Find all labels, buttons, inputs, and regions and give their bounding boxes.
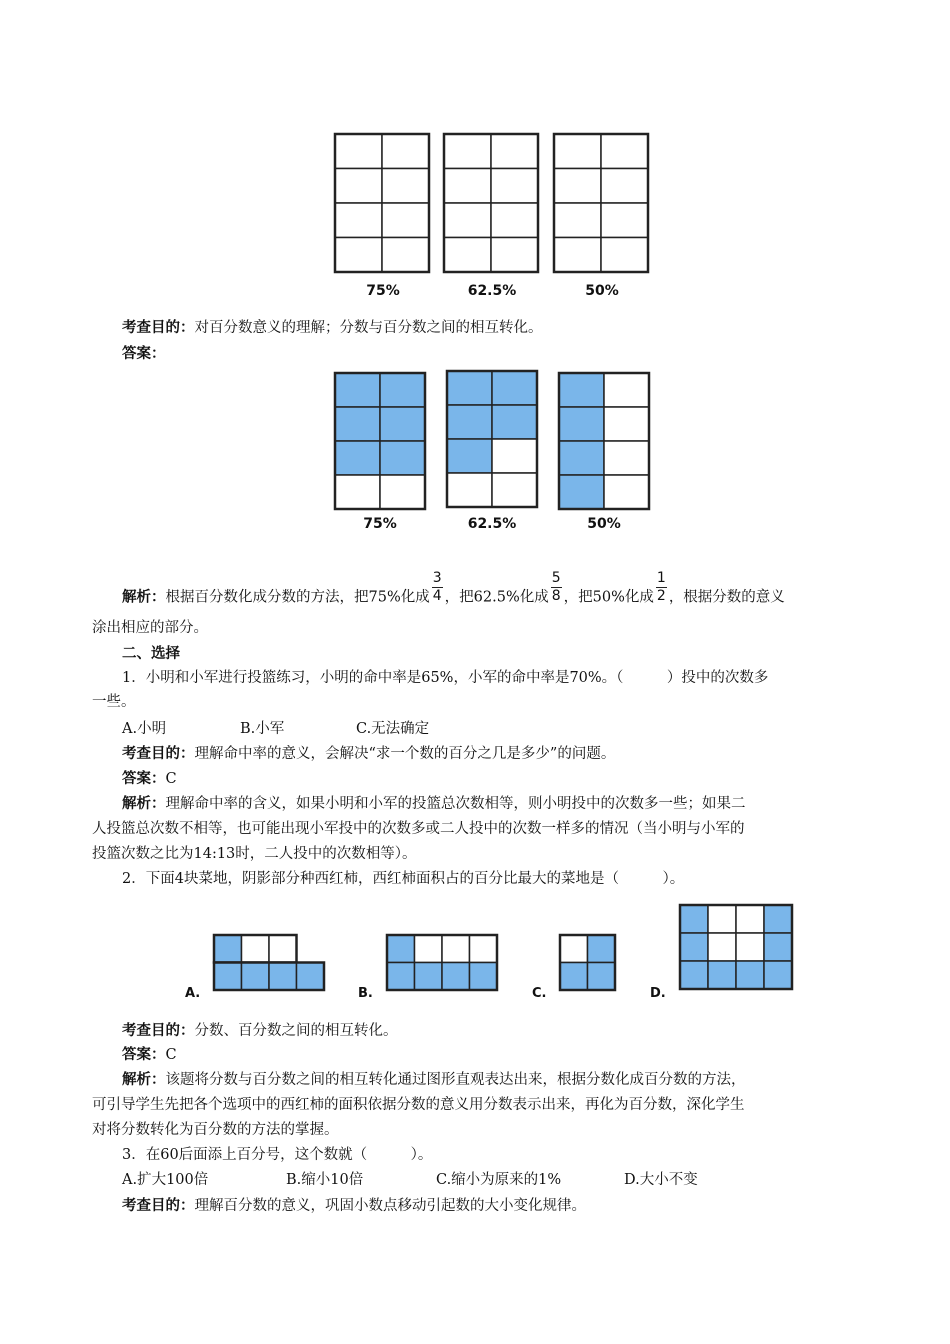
question-grid-62-5-cell <box>444 134 491 169</box>
answer-grid-62-5-cell <box>447 473 492 507</box>
answer-label: 答案： <box>122 1046 166 1063</box>
answer-value: C <box>165 771 177 787</box>
analysis-text: ，把62.5%化成 <box>444 589 549 606</box>
question-caption-75: 75% <box>366 283 400 299</box>
answer-grid-62-5-cell <box>447 405 492 439</box>
answer-grid-62-5-cell <box>492 371 537 405</box>
analysis-text: ，根据分数的意义 <box>668 589 785 606</box>
question-grid-50-cell <box>554 169 601 204</box>
option-b-cell <box>442 935 470 963</box>
answer-grid-75-cell <box>335 407 380 441</box>
q1-option-b: B.小军 <box>240 721 285 737</box>
answer-grid-50-cell <box>559 373 604 407</box>
question-grid-62-5-cell <box>491 134 538 169</box>
q1-option-a: A.小明 <box>122 721 167 737</box>
answer-grid-62-5-cell <box>492 439 537 473</box>
question-grid-50-cell <box>554 134 601 169</box>
analysis-label: 解析： <box>122 588 166 606</box>
answer-grid-50-cell <box>604 407 649 441</box>
q2-analysis-2: 可引导学生先把各个选项中的西红柿的面积依据分数的意义用分数表示出来，再化为百分数，深化学生 <box>92 1097 745 1113</box>
option-d-cell <box>736 961 764 989</box>
q2-text: 2．下面4块菜地，阴影部分种西红柿，西红柿面积占的百分比最大的菜地是（ ）。 <box>122 871 685 887</box>
question-grid-62-5-cell <box>444 169 491 204</box>
option-d-cell <box>708 961 736 989</box>
question-grid-75-cell <box>382 134 429 169</box>
q3-text: 3．在60后面添上百分号，这个数就（ ）。 <box>122 1147 433 1163</box>
purpose-label: 考查目的： <box>122 319 195 336</box>
q1-answer <box>122 769 177 789</box>
q2-option-label-c: C. <box>532 986 547 1001</box>
q1-analysis-2: 人投篮总次数不相等，也可能出现小军投中的次数多或二人投中的次数一样多的情况（当小明与小军的 <box>92 821 745 837</box>
purpose-label: 考查目的： <box>122 745 195 762</box>
answer-grid-75-cell <box>380 373 425 407</box>
question-grid-75-cell <box>335 238 382 273</box>
analysis-line-fill-2: 涂出相应的部分。 <box>92 620 208 636</box>
question-grid-62-5-cell <box>444 238 491 273</box>
q2-purpose <box>122 1021 398 1041</box>
question-grid-50-cell <box>554 203 601 238</box>
answer-grid-62-5-cell <box>447 371 492 405</box>
q1-text: 1．小明和小军进行投篮练习，小明的命中率是65%，小军的命中率是70%。（ ）投中的次数多 <box>122 670 769 686</box>
purpose-line-fill <box>122 318 543 338</box>
answer-grid-50-cell <box>604 475 649 509</box>
q2-option-label-d: D. <box>650 986 666 1001</box>
fraction-3-4: $\frac{3}{4}$ <box>432 570 442 604</box>
purpose-text: 理解百分数的意义，巩固小数点移动引起数的大小变化规律。 <box>194 1198 586 1214</box>
question-grid-50-cell <box>554 238 601 273</box>
question-grid-62-5-cell <box>444 203 491 238</box>
answer-line-fill <box>122 344 166 364</box>
answer-label: 答案： <box>122 770 166 787</box>
q3-option-a: A.扩大100倍 <box>122 1172 209 1188</box>
option-d-cell <box>736 905 764 933</box>
option-b-cell <box>470 935 498 963</box>
option-a-top-cell <box>242 935 270 963</box>
question-grid-75-cell <box>382 238 429 273</box>
option-a-top-cell <box>269 935 297 963</box>
question-grid-62-5-cell <box>491 203 538 238</box>
question-grid-50-cell <box>601 203 648 238</box>
option-b-cell <box>415 963 443 991</box>
question-grid-75-cell <box>382 169 429 204</box>
q3-purpose <box>122 1196 586 1216</box>
q3-option-b: B.缩小10倍 <box>286 1172 364 1188</box>
purpose-text: 理解命中率的意义，会解决“求一个数的百分之几是多少”的问题。 <box>194 746 616 762</box>
answer-value: C <box>165 1047 177 1063</box>
q1-options <box>122 719 429 739</box>
analysis-label: 解析： <box>122 795 166 812</box>
option-d-cell <box>708 905 736 933</box>
q1-analysis-3: 投篮次数之比为14:13时，二人投中的次数相等）。 <box>92 846 417 862</box>
answer-grid-50-cell <box>559 475 604 509</box>
analysis-text: 该题将分数与百分数之间的相互转化通过图形直观表达出来，根据分数化成百分数的方法， <box>165 1072 746 1088</box>
question-grid-75-cell <box>335 134 382 169</box>
answer-grid-62-5-cell <box>492 405 537 439</box>
option-d-cell <box>764 905 792 933</box>
question-grid-75-cell <box>382 203 429 238</box>
purpose-text: 对百分数意义的理解；分数与百分数之间的相互转化。 <box>194 320 543 336</box>
question-grid-62-5-cell <box>491 238 538 273</box>
option-c-cell <box>560 935 588 963</box>
option-a-bottom-cell <box>297 963 325 991</box>
answer-grid-50-cell <box>604 441 649 475</box>
option-a-bottom-cell <box>269 963 297 991</box>
option-b-cell <box>442 963 470 991</box>
option-b-cell <box>387 935 415 963</box>
option-d-cell <box>680 961 708 989</box>
section-title: 二、选择 <box>122 645 180 662</box>
q2-analysis <box>122 1070 746 1090</box>
option-a-bottom-cell <box>214 963 242 991</box>
option-b-cell <box>387 963 415 991</box>
option-b-cell <box>415 935 443 963</box>
analysis-text: 理解命中率的含义，如果小明和小军的投篮总次数相等，则小明投中的次数多一些；如果二 <box>165 796 746 812</box>
q3-option-d: D.大小不变 <box>624 1172 698 1188</box>
option-d-cell <box>764 933 792 961</box>
q1-option-c: C.无法确定 <box>356 721 430 737</box>
fraction-1-2: $\frac{1}{2}$ <box>656 570 666 604</box>
option-c-cell <box>560 963 588 991</box>
answer-caption-62-5: 62.5% <box>467 516 517 532</box>
answer-grid-75-cell <box>335 373 380 407</box>
purpose-label: 考查目的： <box>122 1022 195 1039</box>
question-grid-62-5-cell <box>491 169 538 204</box>
option-b-cell <box>470 963 498 991</box>
question-caption-62-5: 62.5% <box>467 283 517 299</box>
option-d-cell <box>680 933 708 961</box>
q3-options <box>122 1170 698 1190</box>
answer-caption-75: 75% <box>363 516 397 532</box>
question-grid-50-cell <box>601 169 648 204</box>
answer-grid-75-cell <box>380 441 425 475</box>
q3-option-c: C.缩小为原来的1% <box>436 1172 562 1188</box>
option-a-top-cell <box>214 935 242 963</box>
answer-grid-50-cell <box>604 373 649 407</box>
answer-grid-75-cell <box>335 441 380 475</box>
question-caption-50: 50% <box>585 283 619 299</box>
option-d-cell <box>708 933 736 961</box>
answer-caption-50: 50% <box>587 516 621 532</box>
analysis-label: 解析： <box>122 1071 166 1088</box>
purpose-label: 考查目的： <box>122 1197 195 1214</box>
answer-grid-75-cell <box>380 475 425 509</box>
analysis-text: 根据百分数化成分数的方法，把75%化成 <box>165 589 430 606</box>
question-grid-50-cell <box>601 134 648 169</box>
analysis-line-fill <box>122 570 785 615</box>
option-a-bottom-cell <box>242 963 270 991</box>
q2-option-label-a: A. <box>185 986 201 1001</box>
purpose-text: 分数、百分数之间的相互转化。 <box>194 1023 398 1039</box>
question-grid-75-cell <box>335 203 382 238</box>
option-c-cell <box>588 935 616 963</box>
answer-grid-50-cell <box>559 441 604 475</box>
answer-grid-62-5-cell <box>492 473 537 507</box>
answer-grid-75-cell <box>335 475 380 509</box>
option-c-cell <box>588 963 616 991</box>
fraction-5-8: $\frac{5}{8}$ <box>551 570 561 604</box>
q2-option-label-b: B. <box>358 986 373 1001</box>
answer-grid-75-cell <box>380 407 425 441</box>
question-grid-75-cell <box>335 169 382 204</box>
option-d-cell <box>764 961 792 989</box>
q1-text-2: 一些。 <box>92 694 136 710</box>
option-d-cell <box>680 905 708 933</box>
q2-analysis-3: 对将分数转化为百分数的方法的掌握。 <box>92 1122 339 1138</box>
answer-grid-50-cell <box>559 407 604 441</box>
q1-analysis <box>122 794 746 814</box>
q1-purpose <box>122 744 615 764</box>
option-d-cell <box>736 933 764 961</box>
analysis-text: ，把50%化成 <box>563 589 654 606</box>
answer-label: 答案： <box>122 345 166 362</box>
answer-grid-62-5-cell <box>447 439 492 473</box>
q2-answer <box>122 1045 177 1065</box>
question-grid-50-cell <box>601 238 648 273</box>
